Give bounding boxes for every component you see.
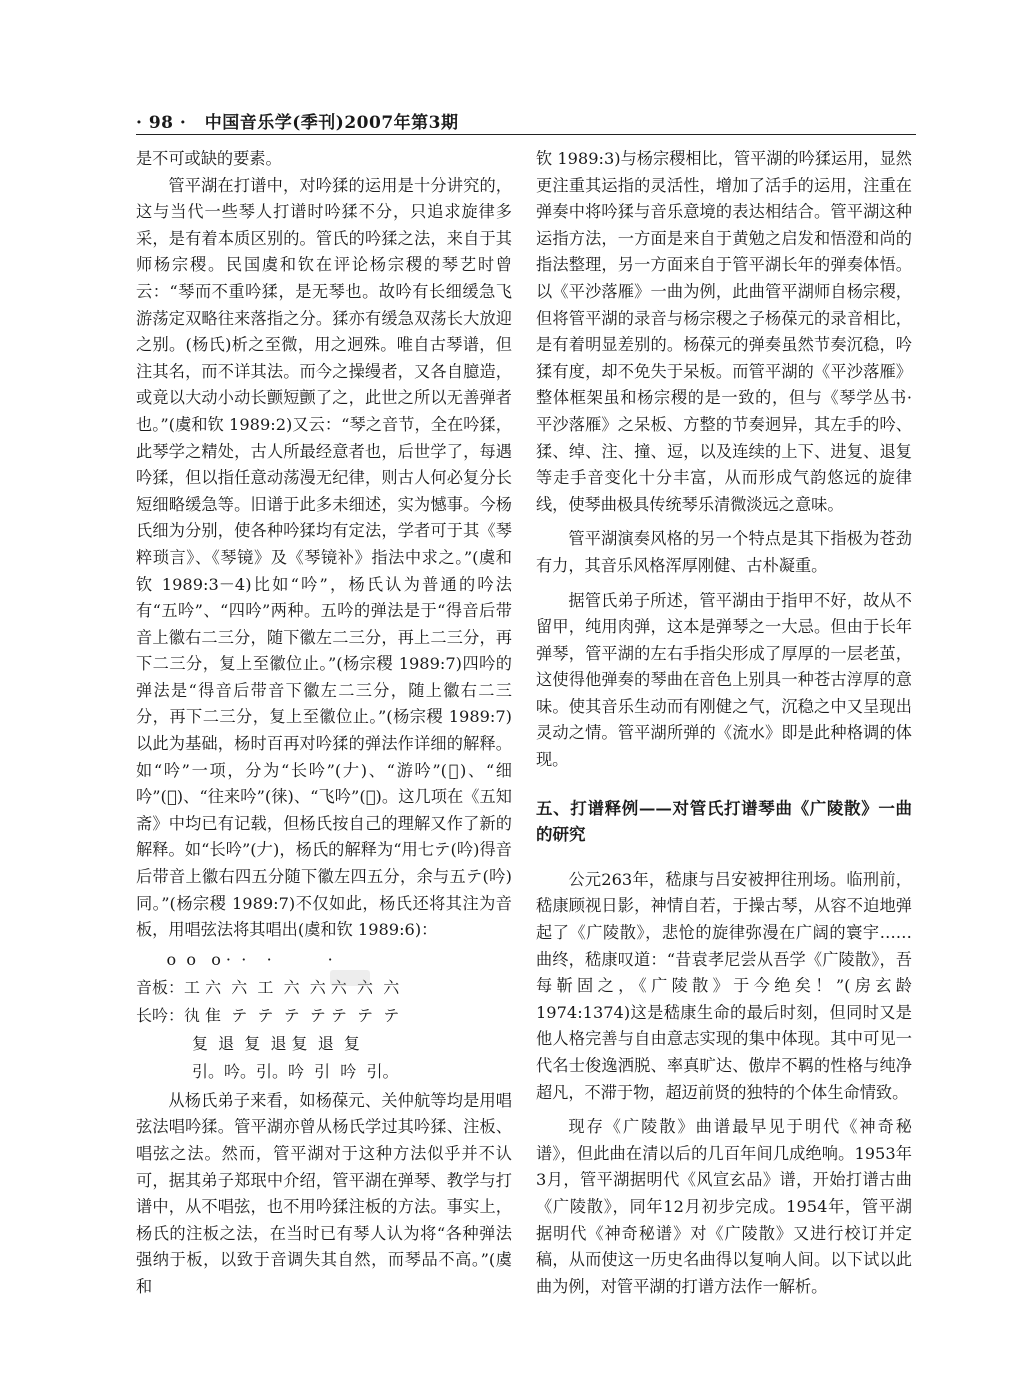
right-column xyxy=(536,146,912,1300)
paragraph: 是不可或缺的要素。 xyxy=(136,149,282,168)
notation-row: 复 退 复 退 复 退 复 xyxy=(136,1033,360,1053)
page-number: · 98 · xyxy=(136,113,187,133)
notation-row: 引。吟。引。吟 引 吟 引。 xyxy=(136,1061,399,1081)
paragraph: 公元263年，嵇康与吕安被押往刑场。临刑前，嵇康顾视日影，神情自若，于操古琴，从容不迫地弹起了《广陵散》，悲怆的旋律弥漫在广阔的寰宇……曲终，嵇康叹道：“昔袁孝尼尝从吾学《广陵散》，吾每靳固之，《广陵散》于今绝矣！”(房玄龄 1974:1374)这是嵇康生命的最后时刻，但同时又是他人格完善与自由意志实现的集中体现。其中可见一代名士俊逸洒脱、率真旷达、傲岸不羁的性格与纯净超凡，不滞于物，超迈前贤的独特的个体生命情致。 xyxy=(536,869,912,1102)
paragraph: 管平湖在打谱中，对吟猱的运用是十分讲究的，这与当代一些琴人打谱时吟猱不分，只追求旋律多采，是有着本质区别的。管氏的吟猱之法，来自于其师杨宗稷。民国虞和钦在评论杨宗稷的琴艺时曾云：“琴而不重吟猱，是无琴也。故吟有长细缓急飞游荡定双略往来落指之分。猱亦有缓急双荡长大放迎之别。(杨氏)析之至微，用之迥殊。唯自古琴谱，但注其名，而不详其法。而今之操缦者，又各自臆造，或竟以大动小动长颤短颤了之，此世之所以无善弹者也。”(虞和钦 1989:2)又云：“琴之音节，全在吟猱，此琴学之精处，古人所最经意者也，后世学了，每遇吟猱，但以指任意动荡漫无纪律，则古人何必复分长短细略缓急等。旧谱于此多未细述，实为憾事。今杨氏细为分别，使各种吟猱均有定法，学者可于其《琴粹琐言》、《琴镜》及《琴镜补》指法中求之。”(虞和钦 1989:3－4)比如“吟”，杨氏认为普通的吟法有“五吟”、“四吟”两种。五吟的弹法是于“得音后带音上徽右二三分，随下徽左二三分，再上二三分，再下二三分，复上至徽位止。”(杨宗稷 1989:7)四吟的弹法是“得音后带音下徽左二三分，随上徽右二三分，再下二三分，复上至徽位止。”(杨宗稷 1989:7)以此为基础，杨时百再对吟猱的弹法作详细的解释。如“吟”一项，分为“长吟”(𠂇)、“游吟”(𨑖)、“细吟”(𥿝)、“往来吟”(徕)、“飞吟”(𢒇)。这几项在《五知斋》中均已有记载，但杨氏按自己的理解又作了新的解释。如“长吟”(𠂇)，杨氏的解释为“用七テ(吟)得音后带音上徽右四五分随下徽左四五分，余与五テ(吟)同。”(杨宗稷 1989:7)不仅如此，杨氏还将其注为音板，用唱弦法将其唱出(虞和钦 1989:6)： xyxy=(136,175,512,940)
notation-dots: o o o · · · · xyxy=(136,949,333,969)
paragraph: 从杨氏弟子来看，如杨葆元、关仲航等均是用唱弦法唱吟猱。管平湖亦曾从杨氏学过其吟猱、注板、唱弦之法。然而，管平湖对于这种方法似乎并不认可，据其弟子郑珉中介绍，管平湖在弹琴、教学与打谱中，从不唱弦，也不用吟猱注板的方法。事实上，杨氏的注板之法，在当时已有琴人认为将“各种弹法强纳于板，以致于音调失其自然，而琴品不高。”(虞和 xyxy=(136,1090,512,1296)
watermark-stamp xyxy=(330,970,370,986)
left-column xyxy=(136,146,512,1301)
paragraph: 管平湖演奏风格的另一个特点是其下指极为苍劲有力，其音乐风格浑厚刚健、古朴凝重。 xyxy=(536,529,912,575)
page-header xyxy=(136,108,916,135)
notation-block xyxy=(136,946,512,1086)
journal-title: 中国音乐学(季刊)2007年第3期 xyxy=(204,113,459,133)
notation-row: 长吟：𢓃 隹 テ テ テ テ テ テ テ xyxy=(136,1005,400,1025)
paragraph: 钦 1989:3)与杨宗稷相比，管平湖的吟猱运用，显然更注重其运指的灵活性，增加了活手的运用，注重在弹奏中将吟猱与音乐意境的表达相结合。管平湖这种运指方法，一方面是来自于黄勉之启发和悟澄和尚的指法整理，另一方面来自于管平湖长年的弹奏体悟。以《平沙落雁》一曲为例，此曲管平湖师自杨宗稷，但将管平湖的录音与杨宗稷之子杨葆元的录音相比，是有着明显差别的。杨葆元的弹奏虽然节奏沉稳，吟猱有度，却不免失于呆板。而管平湖的《平沙落雁》整体框架虽和杨宗稷的是一致的，但与《琴学丛书·平沙落雁》之呆板、方整的节奏迥异，其左手的吟、猱、绰、注、撞、逗，以及连续的上下、进复、退复等走手音变化十分丰富，从而形成气韵悠远的旋律线，使琴曲极具传统琴乐清微淡远之意味。 xyxy=(536,149,912,514)
paragraph: 据管氏弟子所述，管平湖由于指甲不好，故从不留甲，纯用肉弹，这本是弹琴之一大忌。但由于长年弹琴，管平湖的左右手指尖形成了厚厚的一层老茧，这使得他弹奏的琴曲在音色上别具一种苍古淳厚的意味。使其音乐生动而有刚健之气，沉稳之中又呈现出灵动之情。管平湖所弹的《流水》即是此种格调的体现。 xyxy=(536,590,912,770)
notation-row: 音板：工 六 六 工 六 六 六 六 六 xyxy=(136,977,400,997)
section-title: 五、打谱释例——对管氏打谱琴曲《广陵散》一曲的研究 xyxy=(536,798,912,845)
paragraph: 现存《广陵散》曲谱最早见于明代《神奇秘谱》，但此曲在清以后的几百年间几成绝响。1953年3月，管平湖据明代《风宣玄品》谱，开始打谱古曲《广陵散》，同年12月初步完成。1954年，管平湖据明代《神奇秘谱》对《广陵散》又进行校订并定稿，从而使这一历史名曲得以复响人间。以下试以此曲为例，对管平湖的打谱方法作一解析。 xyxy=(536,1117,912,1296)
